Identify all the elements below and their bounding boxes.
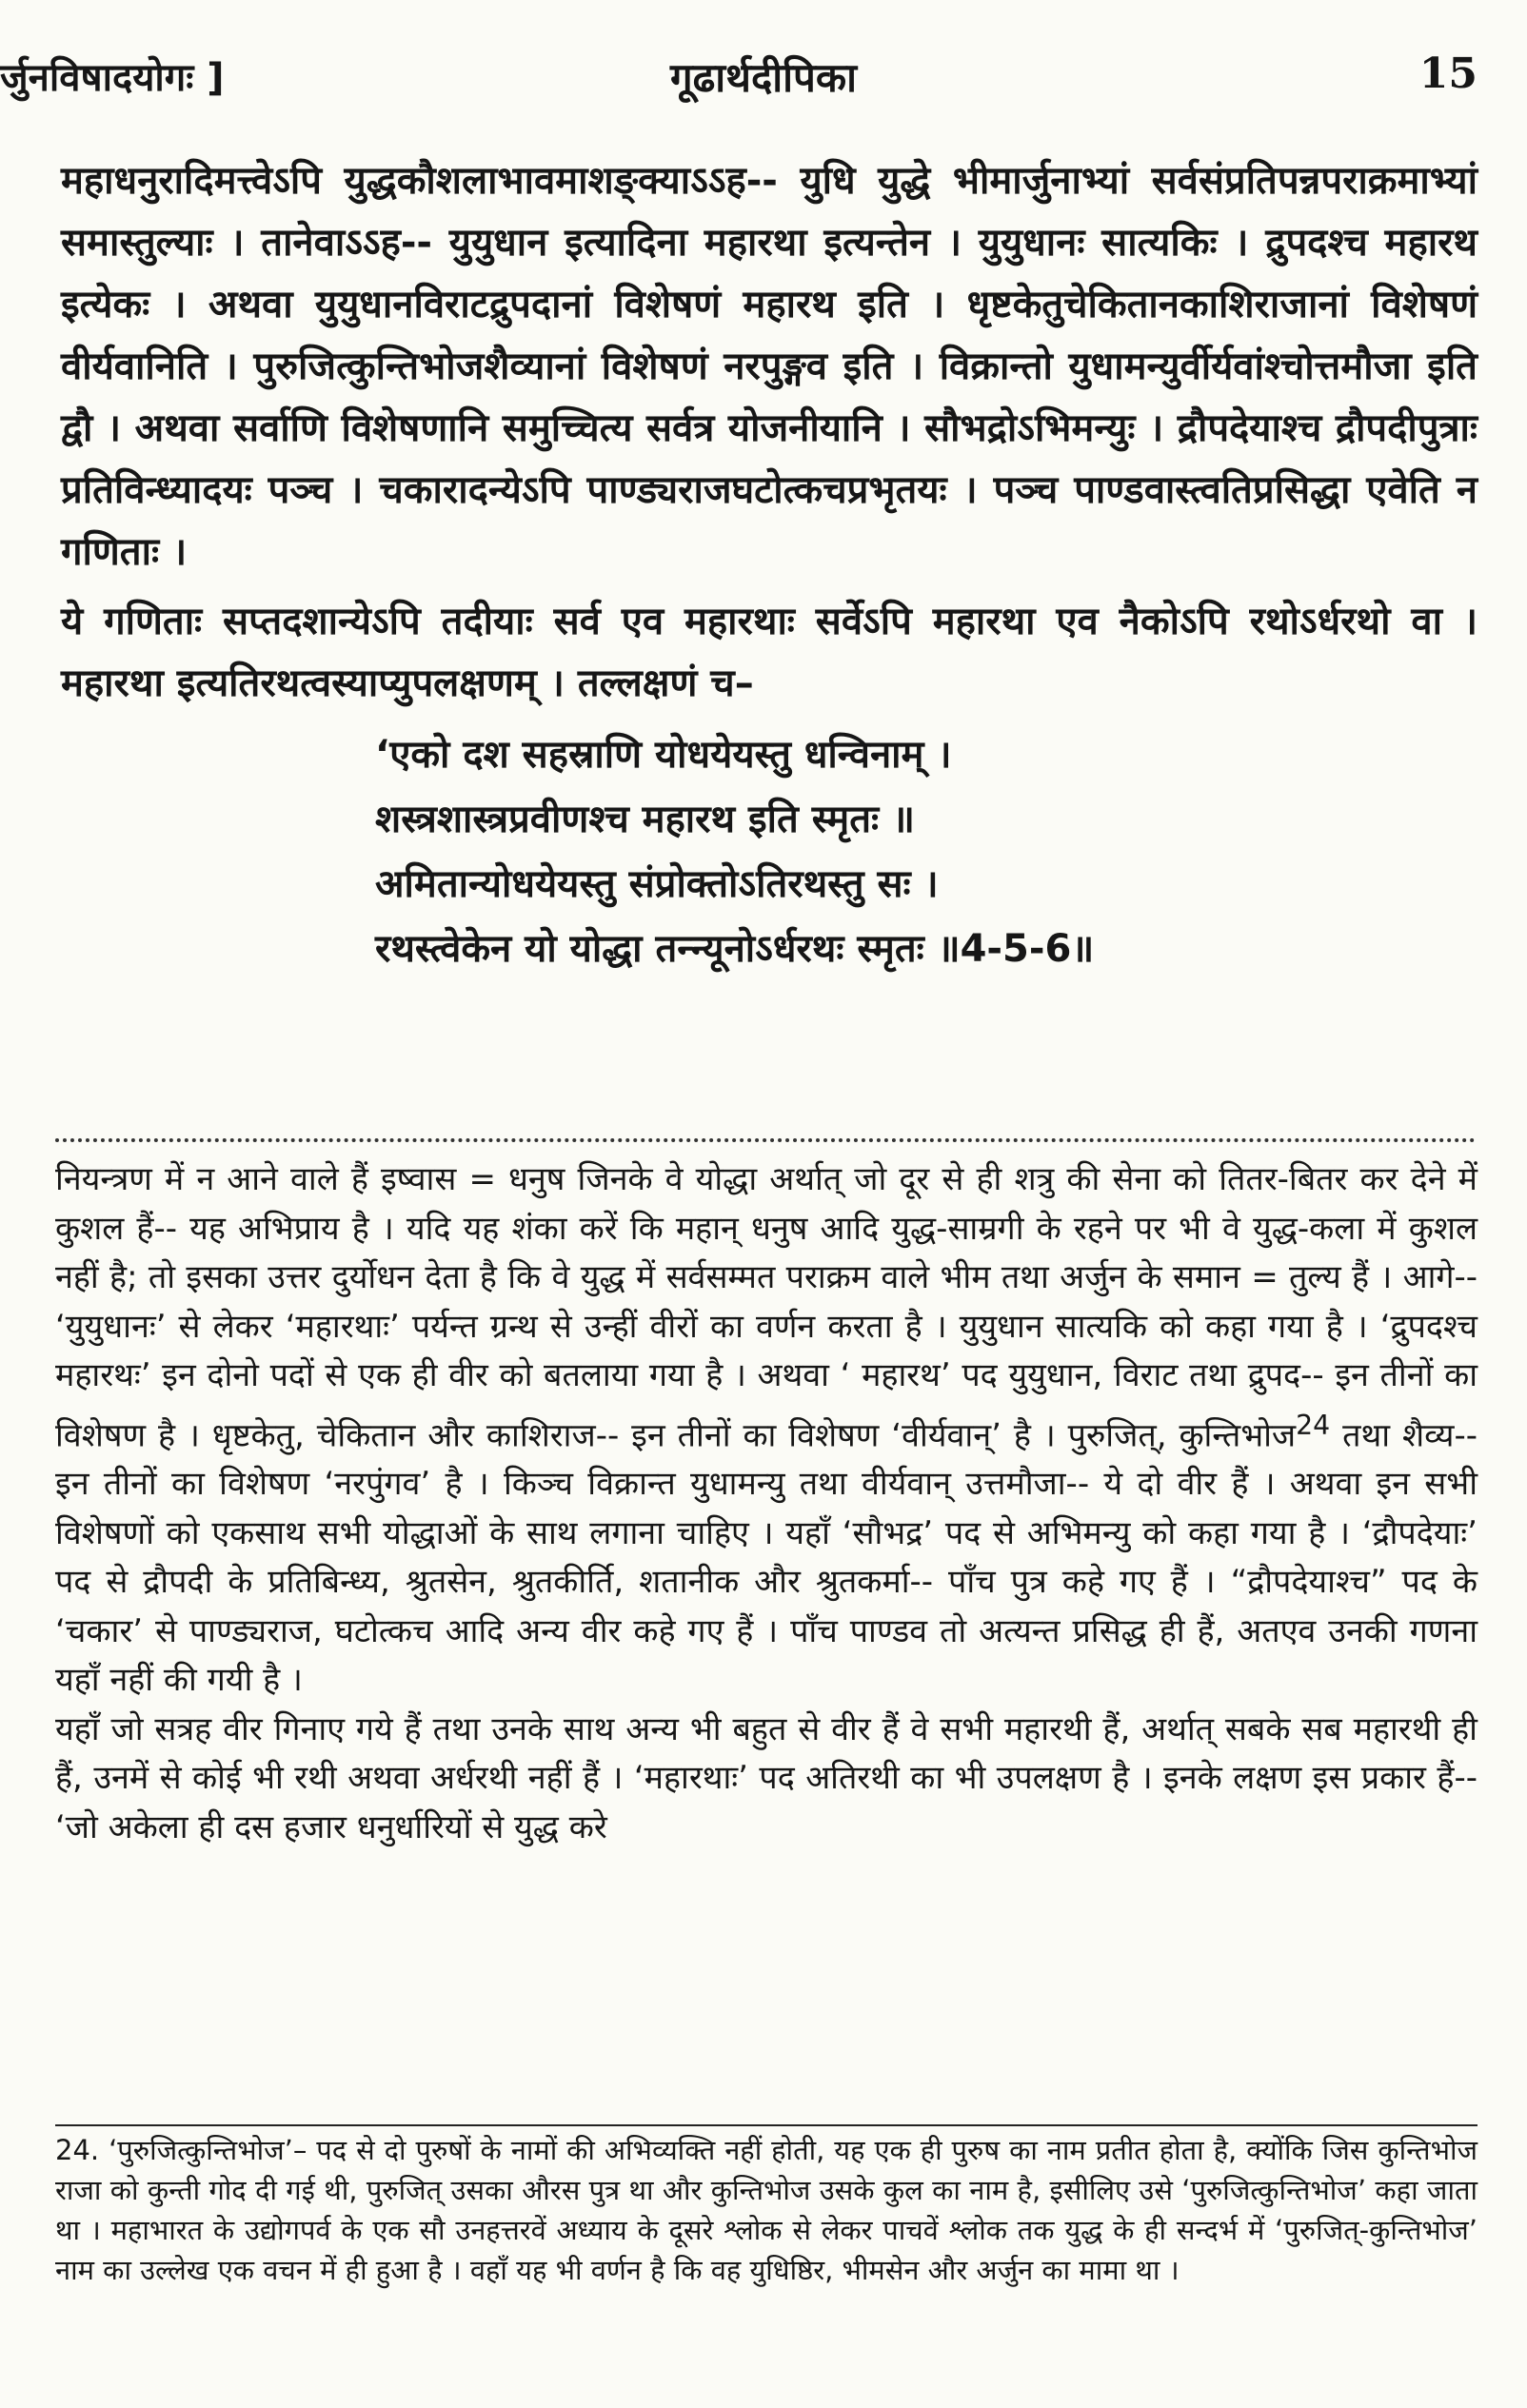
footnote-reference: 24: [1296, 1409, 1331, 1441]
commentary-paragraph: ये गणिताः सप्तदशान्येऽपि तदीयाः सर्व एव महारथाः सर्वेऽपि महारथा एव नैकोऽपि रथोऽर्धरथो वा । महारथा इत्यतिरथत्वस्याप्युपलक्षणम् । तल्लक्षणं च–: [61, 600, 1477, 705]
book-title: गूढार्थदीपिका: [669, 54, 858, 101]
footnote-rule: [55, 2124, 1477, 2126]
verse-line: अमितान्योधयेयस्तु संप्रोक्तोऽतिरथस्तु सः ।: [375, 862, 939, 906]
dotted-divider: [55, 1138, 1476, 1142]
translation-paragraph: यहाँ जो सत्रह वीर गिनाए गये हैं तथा उनके साथ अन्य भी बहुत से वीर हैं वे सभी महारथी हैं, अर्थात् सबके सब महारथी ही हैं, उनमें से कोई भी रथी अथवा अर्धरथी नहीं हैं । ‘महारथाः’ पद अतिरथी का भी उपलक्षण है । इनके लक्षण इस प्रकार हैं-- ‘जो अकेला ही दस हजार धनुर्धारियों से युद्ध करे: [55, 1709, 1477, 1846]
running-chapter-title: र्जुनविषादयोगः ]: [0, 56, 225, 100]
footnote: [55, 2130, 1477, 2290]
verse-line: शस्त्रशास्त्रप्रवीणश्च महारथ इति स्मृतः ॥: [375, 798, 915, 841]
translation-text: तथा शैव्य-- इन तीनों का विशेषण ‘नरपुंगव’ है । किञ्च विक्रान्त युधामन्यु तथा वीर्यवान् उत्तमौजा-- ये दो वीर हैं । अथवा इन सभी विशेषणों को एकसाथ सभी योद्धाओं के साथ लगाना चाहिए । यहाँ ‘सौभद्र’ पद से अभिमन्यु को कहा गया है । ‘द्रौपदेयाः’ पद से द्रौपदी के प्रतिबिन्ध्य, श्रुतसेन, श्रुतकीर्ति, शतानीक और श्रुतकर्मा-- पाँच पुत्र कहे गए हैं । “द्रौपदेयाश्च” पद के ‘चकार’ से पाण्ड्यराज, घटोत्कच आदि अन्य वीर कहे गए हैं । पाँच पाण्डव तो अत्यन्त प्रसिद्ध ही हैं, अतएव उनकी गणना यहाँ नहीं की गयी है ।: [55, 1415, 1477, 1700]
commentary-paragraph: महाधनुरादिमत्त्वेऽपि युद्धकौशलाभावमाशङ्क्याऽऽह-- युधि युद्धे भीमार्जुनाभ्यां सर्वसंप्रतिपन्नपराक्रमाभ्यां समास्तुल्याः । तानेवाऽऽह-- युयुधान इत्यादिना महारथा इत्यन्तेन । युयुधानः सात्यकिः । द्रुपदश्च महारथ इत्येकः । अथवा युयुधानविराटद्रुपदानां विशेषणं महारथ इति । धृष्टकेतुचेकितानकाशिराजानां विशेषणं वीर्यवानिति । पुरुजित्कुन्तिभोजशैव्यानां विशेषणं नरपुङ्गव इति । विक्रान्तो युधामन्युर्वीर्यवांश्चोत्तमौजा इति द्वौ । अथवा सर्वाणि विशेषणानि समुच्चित्य सर्वत्र योजनीयानि । सौभद्रोऽभिमन्युः । द्रौपदेयाश्च द्रौपदीपुत्राः प्रतिविन्ध्यादयः पञ्च । चकारादन्येऽपि पाण्ड्यराजघटोत्कचप्रभृतयः । पञ्च पाण्डवास्त्वतिप्रसिद्धा एवेति न गणिताः ।: [61, 159, 1477, 574]
translation-paragraph: [55, 1155, 1477, 1706]
verse-block: [375, 722, 1477, 981]
verse-line: ‘एको दश सहस्राणि योधयेयस्तु धन्विनाम् ।: [375, 733, 952, 777]
footnote-text: 24. ‘पुरुजित्कुन्तिभोज’– पद से दो पुरुषों के नामों की अभिव्यक्ति नहीं होती, यह एक ही पुरुष का नाम प्रतीत होता है, क्योंकि जिस कुन्तिभोज राजा को कुन्ती गोद दी गई थी, पुरुजित् उसका औरस पुत्र था और कुन्तिभोज उसके कुल का नाम है, इसीलिए उसे ‘पुरुजित्कुन्तिभोज’ कहा जाता था । महाभारत के उद्योगपर्व के एक सौ उनहत्तरवें अध्याय के दूसरे श्लोक से लेकर पाचवें श्लोक तक युद्ध के ही सन्दर्भ में ‘पुरुजित्-कुन्तिभोज’ नाम का उल्लेख एक वचन में ही हुआ है । वहाँ यह भी वर्णन है कि वह युधिष्ठिर, भीमसेन और अर्जुन का मामा था ।: [55, 2134, 1477, 2286]
translation-text: नियन्त्रण में न आने वाले हैं इष्वास = धनुष जिनके वे योद्धा अर्थात् जो दूर से ही शत्रु की सेना को तितर-बितर कर देने में कुशल हैं-- यह अभिप्राय है । यदि यह शंका करें कि महान् धनुष आदि युद्ध-साम्रगी के रहने पर भी वे युद्ध-कला में कुशल नहीं है; तो इसका उत्तर दुर्योधन देता है कि वे युद्ध में सर्वसम्मत पराक्रम वाले भीम तथा अर्जुन के समान = तुल्य हैं । आगे-- ‘युयुधानः’ से लेकर ‘महारथाः’ पर्यन्त ग्रन्थ से उन्हीं वीरों का वर्णन करता है । युयुधान सात्यकि को कहा गया है । ‘द्रुपदश्च महारथः’ इन दोनो पदों से एक ही वीर को बतलाया गया है । अथवा ‘ महारथ’ पद युयुधान, विराट तथा द्रुपद-- इन तीनों का विशेषण है । धृष्टकेतु, चेकितान और काशिराज-- इन तीनों का विशेषण ‘वीर्यवान्’ है । पुरुजित्, कुन्तिभोज: [55, 1160, 1477, 1454]
sanskrit-commentary: [61, 150, 1477, 981]
page-number: 15: [1418, 49, 1477, 98]
verse-line: रथस्त्वेकेन यो योद्धा तन्न्यूनोऽर्धरथः स्मृतः ॥4-5-6॥: [375, 927, 1095, 971]
page-header: [0, 49, 1527, 107]
hindi-translation: [55, 1155, 1477, 1852]
